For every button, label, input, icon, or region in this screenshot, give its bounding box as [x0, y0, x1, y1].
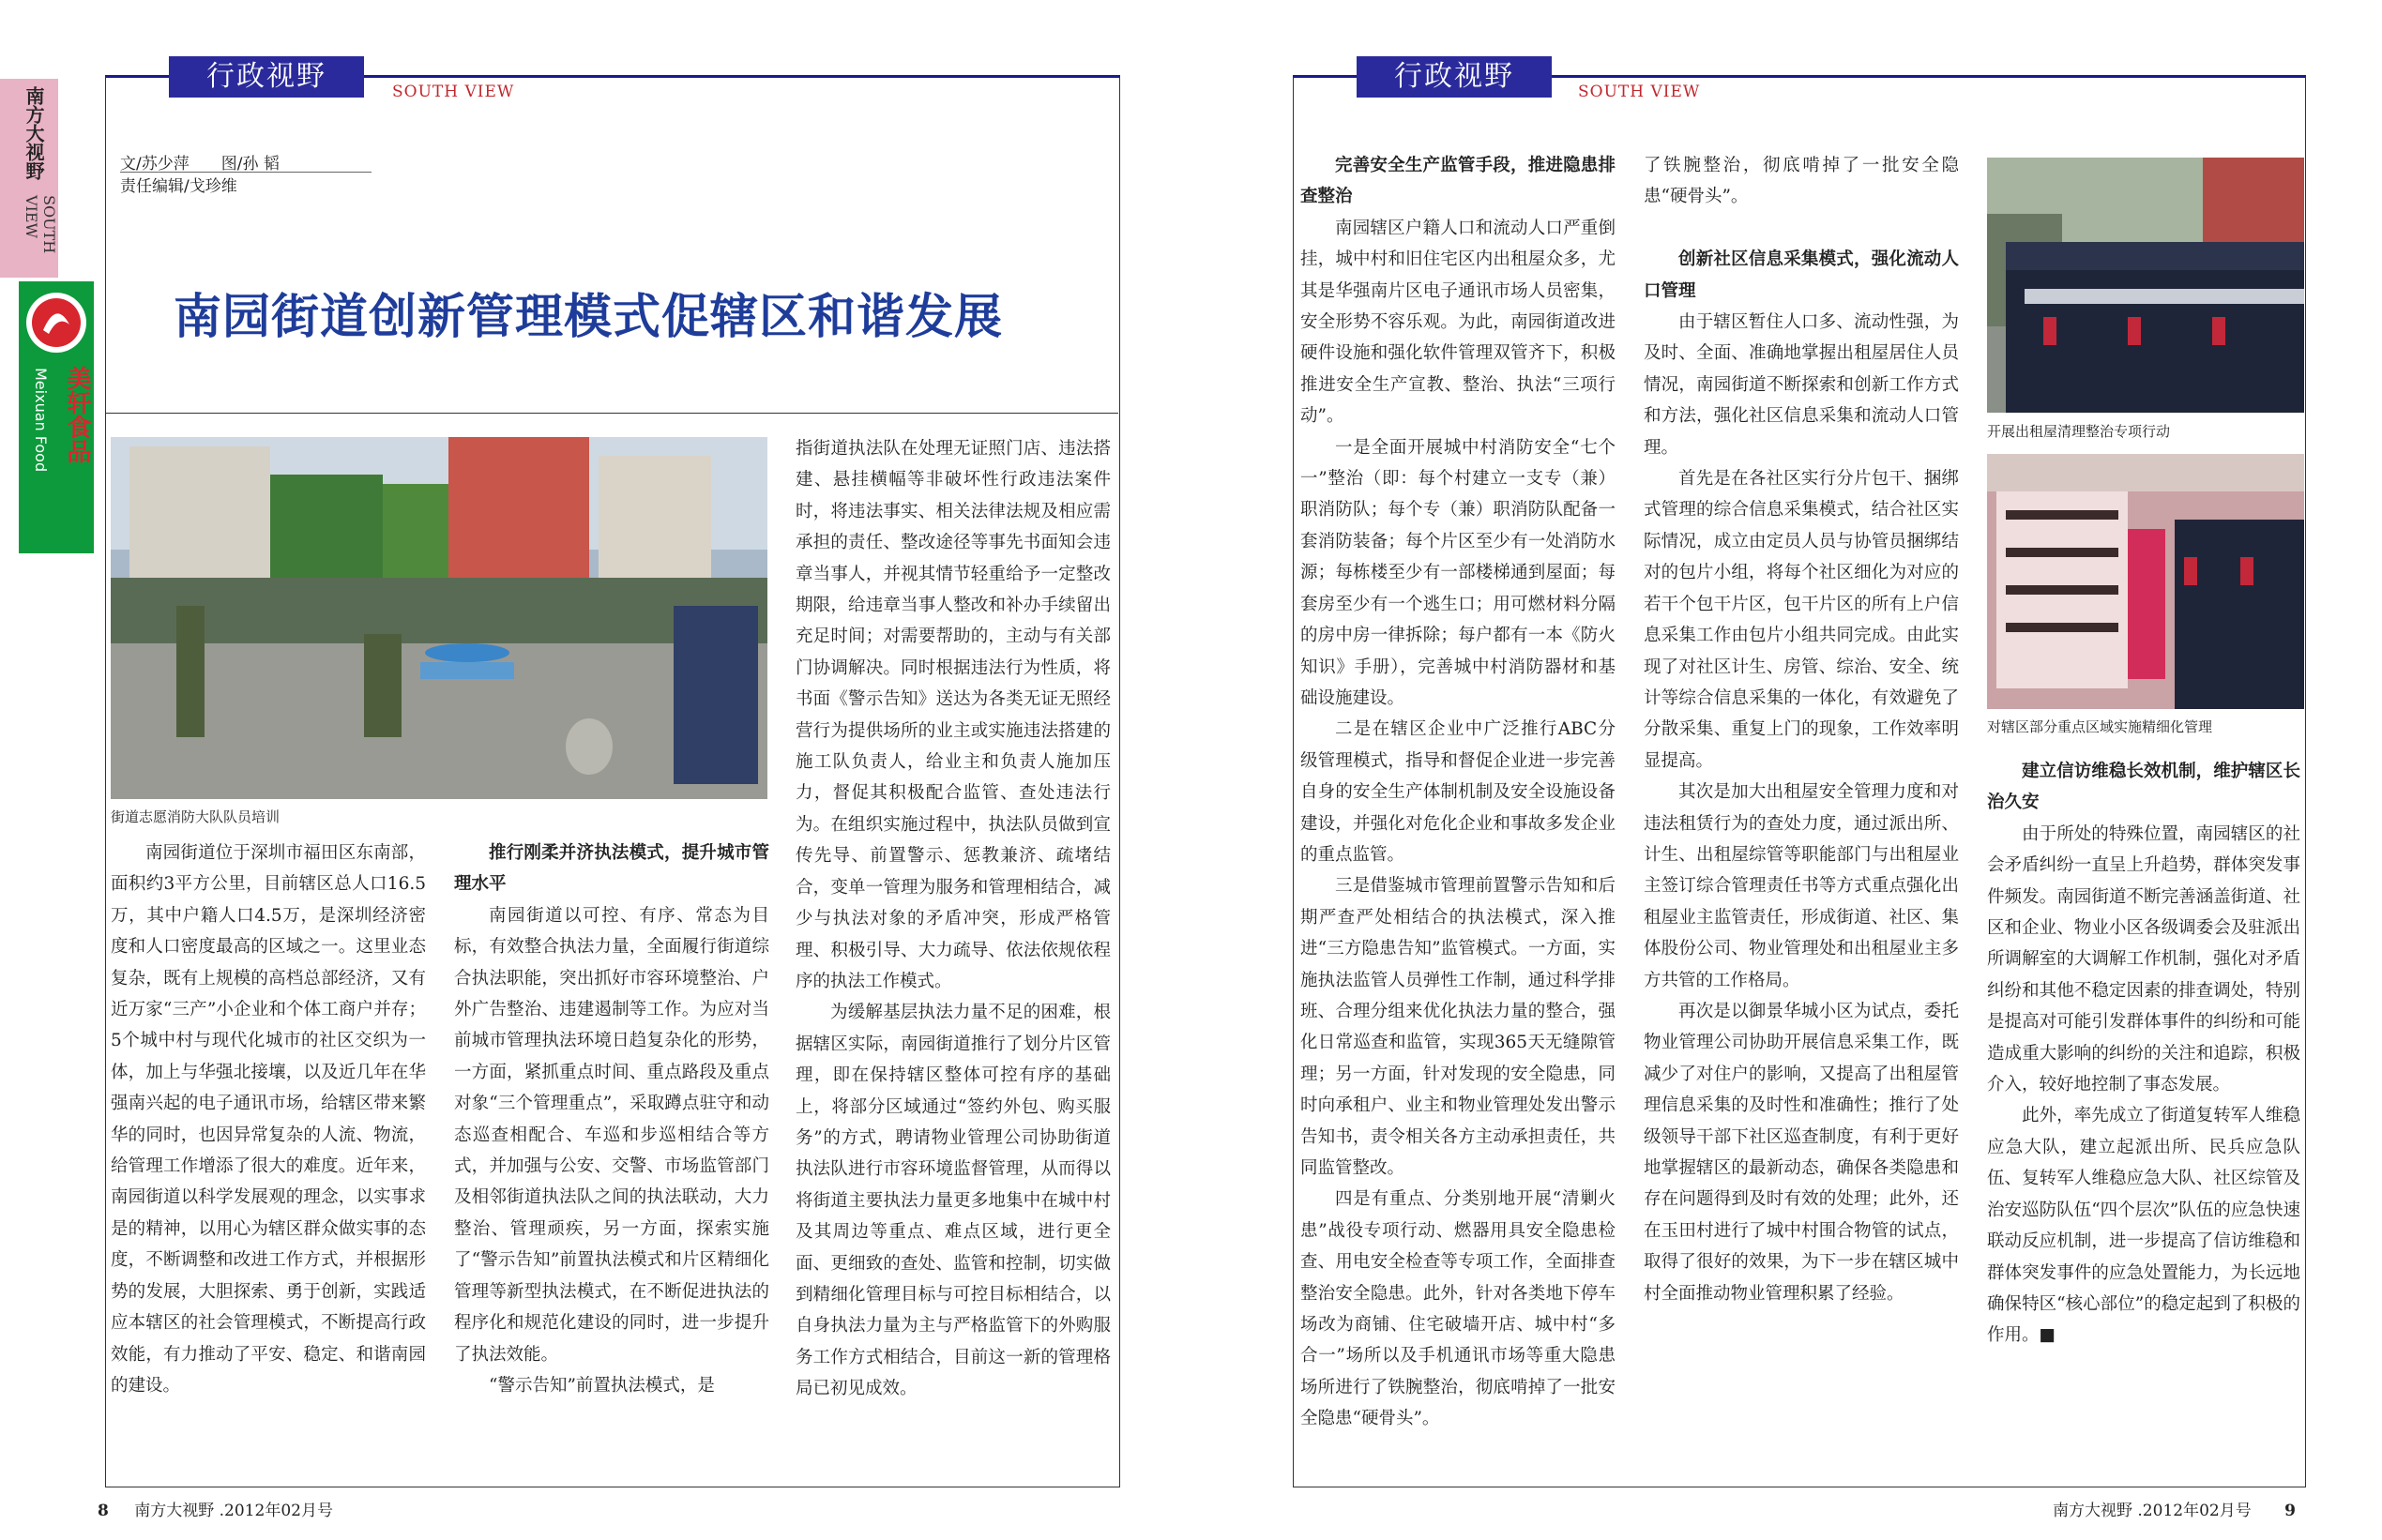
para-safety-3: 三是借鉴城市管理前置警示告知和后期严查严处相结合的执法模式，深入推进“三方隐患告知”监管模式。一方面，实施执法监管人员弹性工作制，通过科学排班、合理分组来优化执法力量的整合，强化日常巡查和监管，实现365天无缝隙管理；另一方面，针对发现的安全隐患，同时向承租户、业主和物业管理处发出警示告知书，责令相关各方主动承担责任，共同监管整改。	[1300, 876, 1616, 1178]
photo-rental-action	[1987, 158, 2304, 413]
section-tab-left: 行政视野	[169, 56, 364, 98]
side-magazine-en: SOUTH VIEW	[23, 195, 58, 254]
para-safety-2: 二是在辖区企业中广泛推行ABC分级管理模式，指导和督促企业进一步完善自身的安全生产体制机制及安全设施设备建设，并强化对危化企业和事故多发企业的重点监管。	[1300, 719, 1616, 865]
right-col-1	[1300, 150, 1616, 1472]
para-safety-1: 一是全面开展城中村消防安全“七个一”整治（即：每个村建立一支专（兼）职消防队；每个专（兼）职消防队配备一套消防装备；每个片区至少有一处消防水源；每栋楼至少有一部楼梯通到屋面；每套房至少有一个逃生口；用可燃材料分隔的房中房一律拆除；每户都有一本《防火知识》手册），完善城中村消防器材和基础设施建设。	[1300, 437, 1616, 708]
left-col-3	[796, 433, 1111, 1465]
section-en-left: SOUTH VIEW	[392, 83, 515, 101]
caption-photo1: 街道志愿消防大队队员培训	[111, 808, 281, 825]
para-enforcement: 南园街道以可控、有序、常态为目标，有效整合执法力量，全面履行街道综合执法职能，突出抓好市容环境整治、户外广告整治、违建遏制等工作。为应对当前城市管理执法环境日趋复杂化的形势，一方面，紧抓重点时间、重点路段及重点对象“三个管理重点”，采取蹲点驻守和动态巡查相配合、车巡和步巡相结合等方式，并加强与公安、交警、市场监管部门及相邻街道执法队之间的执法联动，大力整治、管理顽疾，另一方面，探索实施了“警示告知”前置执法模式和片区精细化管理等新型执法模式，在不断促进执法的程序化和规范化建设的同时，进一步提升了执法效能。	[454, 905, 769, 1365]
side-magazine-name: 南方大视野	[23, 86, 45, 180]
caption-photo3: 对辖区部分重点区域实施精细化管理	[1987, 718, 2213, 735]
sponsor-logo	[19, 281, 94, 553]
caption-photo2: 开展出租屋清理整治专项行动	[1987, 423, 2171, 440]
spacer	[1644, 213, 1959, 244]
para-safety-intro: 南园辖区户籍人口和流动人口严重倒挂，城中村和旧住宅区内出租屋众多，尤其是华强南片区电子通讯市场人员密集，安全形势不容乐观。为此，南园街道改进硬件设施和强化软件管理双管齐下，积极推进安全生产宣教、整治、执法“三项行动”。	[1300, 218, 1616, 427]
section-en-right: SOUTH VIEW	[1578, 83, 1701, 101]
para-intro: 南园街道位于深圳市福田区东南部，面积约3平方公里，目前辖区总人口16.5万，其中户籍人口4.5万，是深圳经济密度和人口密度最高的区域之一。这里业态复杂，既有上规模的高档总部经济，又有近万家“三产”小企业和个体工商户并存；5个城中村与现代化城市的社区交织为一体，加上与华强北接壤，以及近几年在华强南兴起的电子通讯市场，给辖区带来繁华的同时，也因异常复杂的人流、物流，给管理工作增添了很大的难度。近年来，南园街道以科学发展观的理念，以实事求是的精神，以用心为辖区群众做实事的态度，不断调整和改进工作方式，并根据形势的发展，大胆探索、勇于创新，实践适应本辖区的社会管理模式，不断提高行政效能，有力推动了平安、稳定、和谐南园的建设。	[111, 843, 426, 1396]
right-col-3	[1987, 756, 2300, 1469]
side-magazine-tab	[0, 79, 58, 278]
para-warning-start: “警示告知”前置执法模式，是	[489, 1375, 715, 1396]
para-warning-notice: 指街道执法队在处理无证照门店、违法搭建、悬挂横幅等非破坏性行政违法案件时，将违法事实、相关法律法规及相应需承担的责任、整改途径等事先书面知会违章当事人，并视其情节轻重给予一定整改期限，给违章当事人整改和补办手续留出充足时间；对需要帮助的，主动与有关部门协调解决。同时根据违法行为性质，将书面《警示告知》送达为各类无证无照经营行为提供场所的业主或实施违法搭建的施工队负责人，给业主和负责人施加压力，督促其积极配合监管、查处违法行为。在组织实施过程中，执法队员做到宣传先导、前置警示、惩教兼济、疏堵结合，变单一管理为服务和管理相结合，减少与执法对象的矛盾冲突，形成严格管理、积极引导、大力疏导、依法依规依程序的执法工作模式。	[796, 439, 1111, 991]
para-info-2: 其次是加大出租屋安全管理力度和对违法租赁行为的查处力度，通过派出所、计生、出租屋综管等职能部门与出租屋业主签订综合管理责任书等方式重点强化出租屋业主监管责任，形成街道、社区、集体股份公司、物业管理处和出租屋业主多方共管的工作格局。	[1644, 782, 1959, 990]
heading-info: 创新社区信息采集模式，强化流动人口管理	[1644, 249, 1959, 301]
heading-enforcement: 推行刚柔并济执法模式，提升城市管理水平	[454, 843, 769, 895]
para-info-1: 首先是在各社区实行分片包干、捆绑式管理的综合信息采集模式，结合社区实际情况，成立由定员人员与协管员捆绑结对的包片小组，将每个社区细化为对应的若干个包干片区，包干片区的所有上户信息采集工作由包片小组共同完成。由此实现了对社区计生、房管、综治、安全、统计等综合信息采集的一体化，有效避免了分散采集、重复上门的现象，工作效率明显提高。	[1644, 469, 1959, 771]
para-petition-1: 由于所处的特殊位置，南园辖区的社会矛盾纠纷一直呈上升趋势，群体突发事件频发。南园街道不断完善涵盖街道、社区和企业、物业小区各级调委会及驻派出所调解室的大调解工作机制，强化对矛盾纠纷和其他不稳定因素的排查调处，特别是提高对可能引发群体事件的纠纷和可能造成重大影响的纠纷的关注和追踪，积极介入，较好地控制了事态发展。	[1987, 823, 2300, 1095]
para-petition-2: 此外，率先成立了街道复转军人维稳应急大队，建立起派出所、民兵应急队伍、复转军人维稳应急大队、社区综管及治安巡防队伍“四个层次”队伍的应急快速联动反应机制，进一步提高了信访维稳和群体突发事件的应急处置能力，为长远地确保特区“核心部位”的稳定起到了积极的作用。■	[1987, 1106, 2300, 1346]
article-title: 南园街道创新管理模式促辖区和谐发展	[174, 290, 1004, 345]
heading-safety: 完善安全生产监管手段，推进隐患排查整治	[1300, 156, 1616, 207]
photo-fine-management	[1987, 454, 2304, 709]
footer-left	[98, 1497, 333, 1520]
page-number-left: 8	[98, 1502, 109, 1520]
right-col-2	[1644, 150, 1959, 1472]
para-info-3: 再次是以御景华城小区为试点，委托物业管理公司协助开展信息采集工作，既减少了对住户的影响，又提高了出租屋管理信息采集的及时性和准确性；推行了处级领导干部下社区巡查制度，有利于更好地掌握辖区的最新动态，确保各类隐患和存在问题得到及时有效的处理；此外，还在玉田村进行了城中村围合物管的试点，取得了很好的效果，为下一步在辖区城中村全面推动物业管理积累了经验。	[1644, 1001, 1959, 1304]
sponsor-name-cn: 美轩食品	[63, 366, 91, 463]
page-number-right: 9	[2284, 1502, 2296, 1520]
photo-fire-training	[111, 437, 767, 799]
footer-mag-right: 南方大视野 .2012年02月号	[2053, 1502, 2252, 1520]
left-col-1	[111, 838, 426, 1464]
sponsor-emblem-icon	[21, 287, 92, 358]
footer-right	[2053, 1497, 2296, 1520]
author-credit: 文/苏少萍 图/孙 韬	[120, 155, 280, 174]
heading-petition: 建立信访维稳长效机制，维护辖区长治久安	[1987, 762, 2300, 813]
para-zoning: 为缓解基层执法力量不足的困难，根据辖区实际，南园街道推行了划分片区管理，即在保持辖区整体可控有序的基础上，将部分区域通过“签约外包、购买服务”的方式，聘请物业管理公司协助街道执法队进行市容环境监督管理，从而得以将街道主要执法力量更多地集中在城中村及其周边等重点、难点区域，进行更全面、更细致的查处、监管和控制，切实做到精细化管理目标与可控目标相结合，以自身执法力量为主与严格监管下的外购服务工作方式相结合，目前这一新的管理格局已初见成效。	[796, 1003, 1111, 1399]
left-col-2	[454, 838, 769, 1464]
title-rule	[105, 413, 1118, 414]
section-tab-right: 行政视野	[1357, 56, 1552, 98]
footer-mag-left: 南方大视野 .2012年02月号	[134, 1502, 333, 1520]
para-info-intro: 由于辖区暂住人口多、流动性强，为及时、全面、准确地掌握出租屋居住人员情况，南园街道不断探索和创新工作方式和方法，强化社区信息采集和流动人口管理。	[1644, 312, 1959, 458]
sponsor-name-en: Meixuan Food	[32, 368, 50, 473]
editor-credit: 责任编辑/戈珍维	[120, 177, 237, 196]
para-safety-4-cont: 了铁腕整治，彻底啃掉了一批安全隐患“硬骨头”。	[1644, 156, 1959, 207]
para-safety-4: 四是有重点、分类别地开展“清剿火患”战役专项行动、燃器用具安全隐患检查、用电安全检查等专项工作，全面排查整治安全隐患。此外，针对各类地下停车场改为商铺、住宅破墙开店、城中村“多合一”场所以及手机通讯市场等重大隐患场所进行了铁腕整治，彻底啃掉了一批安全隐患“硬骨头”。	[1300, 1189, 1616, 1429]
